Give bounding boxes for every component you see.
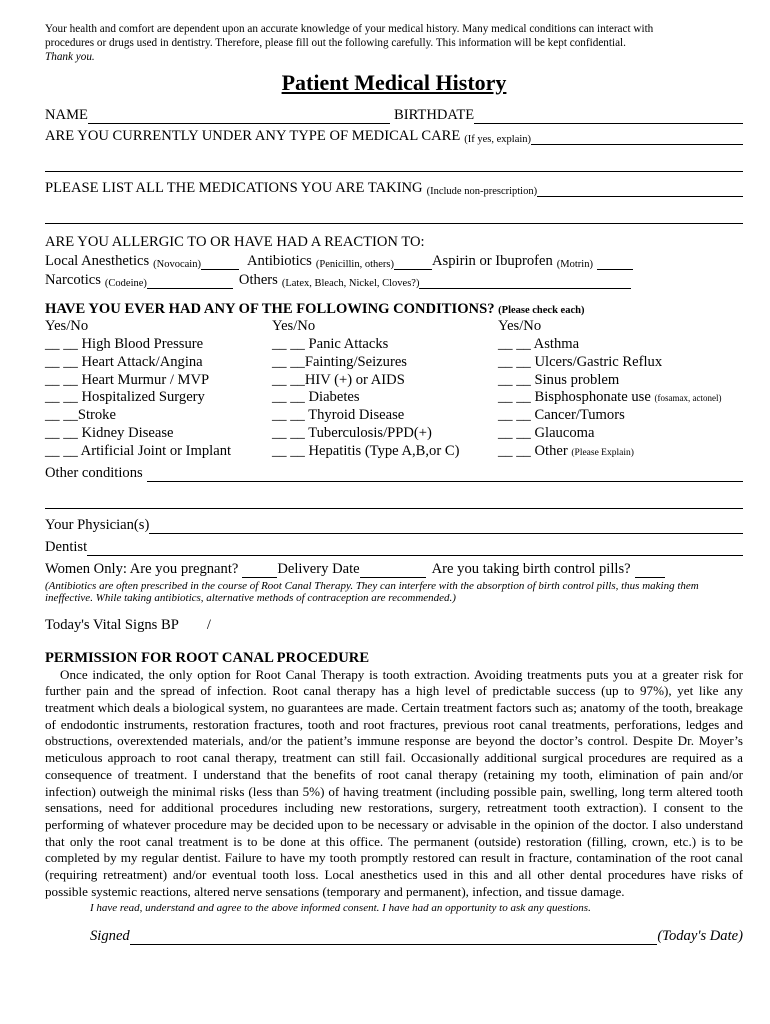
condition-item[interactable]: __ __HIV (+) or AIDS [272,371,405,388]
condition-item[interactable]: __ __Fainting/Seizures [272,353,407,370]
dentist-label: Dentist [45,538,88,555]
allergy-row-2 [45,272,743,289]
other-note: (Please Explain) [571,447,634,458]
dentist-field[interactable] [87,541,743,556]
narcotics-field[interactable] [147,274,233,289]
condition-item[interactable]: __ __ High Blood Pressure [45,336,204,352]
birthdate-field[interactable] [474,109,743,124]
intro-thank-you: Thank you. [45,51,95,63]
condition-item[interactable]: __ __ Tuberculosis/PPD(+) [272,424,432,441]
name-field[interactable] [88,109,390,124]
condition-item-label: __ __ Other [498,442,568,459]
condition-item[interactable]: __ __ Artificial Joint or Implant [45,442,232,459]
yes-no-header: Yes/No [498,318,542,334]
others-label: Others [238,272,278,288]
condition-item[interactable]: __ __ Heart Attack/Angina [45,353,203,370]
medications-row [45,180,743,197]
local-anesthetics-field[interactable] [201,255,239,270]
antibiotics-note-paragraph: (Antibiotics are often prescribed in the course of Root Canal Therapy. They can interfere with the absorption of birth control pills, thus making them ineffective. While taking antibiotics, alternative methods of contraception are recommended.) [45,579,699,605]
antibiotics-field[interactable] [394,255,432,270]
medical-care-field[interactable] [531,130,743,145]
permission-heading: PERMISSION FOR ROOT CANAL PROCEDURE [45,649,370,666]
permission-body: Once indicated, the only option for Root Canal Therapy is tooth extraction. Avoiding treatments puts you at a greater risk for further pain and the spread of infection. Root canal therapy has a high level of predictable success (up to 97%), yet like any treatment which deals a biological system, no guarantees are made. Certain treatment factors such as; anatomy of the tooth, breakage of endodontic instruments, restoration fractures, tooth and root fractures, previous root canal treatments, perforations, ledges and obstructions, overextended materials, and/or the patient’s immune response are beyond the doctor’s control. Despite Dr. Moyer’s meticulous approach to root canal therapy, treatment can still fail. Occasionally additional surgical procedures are required as a consequence of treatment. I understand that the benefits of root canal therapy (retaining my tooth, elimination of pain and/or infection) outweigh the minimal risks (less than 5%) of having treatment (including possible pain, swelling, long term altered tooth sensations, need for additional procedures including new restorations, surgery, retreatment tooth extraction). I consent to the performing of whatever procedure may be decided upon to be necessary or advisable in the opinion of the doctor. I also understand that only the root canal treatment is to be done at this office. The permanent (outside) restoration (filling, crown, etc.) is to be completed by my regular dentist. Failure to have my tooth promptly restored can result in fracture, contamination of the root canal (requiring retreatment) and/or eventual tooth loss. Local anesthetics used in this and all other dental procedures have risks of possible systemic reactions, altered nerve sensations (temporary and permanent), infection, and tissue damage. [45,666,743,899]
physician-label: Your Physician(s) [45,516,150,533]
conditions-heading [45,301,743,318]
signature-field[interactable] [130,930,658,945]
medications-extra-line[interactable] [45,209,743,224]
signature-row [45,928,743,945]
medical-care-extra-line[interactable] [45,157,743,172]
condition-item[interactable]: __ __ Ulcers/Gastric Reflux [498,353,663,370]
allergic-heading [45,234,743,251]
yes-no-header: Yes/No [45,318,89,334]
pregnant-label: Women Only: Are you pregnant? [45,560,239,577]
allergy-row-1 [45,253,743,270]
bisphosphonate-note: (fosamax, actonel) [654,393,722,404]
intro-line-1: Your health and comfort are dependent upon an accurate knowledge of your medical history. Many medical conditions can interact with [45,23,654,35]
name-birthdate-row [45,107,743,124]
agreement-statement: I have read, understand and agree to the above informed consent. I have had an opportunity to ask any questions. [90,902,591,915]
women-row [45,561,743,578]
birth-control-field[interactable] [635,563,665,578]
name-label: NAME [45,107,88,123]
narcotics-label: Narcotics [45,272,101,288]
condition-item-other[interactable] [498,443,743,461]
birth-control-label: Are you taking birth control pills? [431,560,631,577]
medical-history-form [45,22,743,945]
condition-item[interactable]: __ __ Kidney Disease [45,424,174,441]
todays-date-label: (Today's Date) [657,928,743,945]
other-conditions-row [45,465,743,482]
medical-care-row [45,128,743,145]
conditions-column-3 [498,318,743,461]
condition-item[interactable]: __ __ Diabetes [272,389,360,406]
conditions-column-1 [45,318,272,461]
condition-item[interactable]: __ __ Hepatitis (Type A,B,or C) [272,442,460,459]
page-title: Patient Medical History [281,70,507,95]
intro-paragraph [45,22,743,64]
delivery-date-label: Delivery Date [277,560,360,577]
other-conditions-label: Other conditions [45,464,143,481]
allergic-label: ARE YOU ALLERGIC TO OR HAVE HAD A REACTION TO: [45,234,425,250]
medications-field[interactable] [537,182,743,197]
vitals-label: Today's Vital Signs BP [45,616,179,633]
signed-label: Signed [90,928,130,945]
conditions-heading-note: (Please check each) [498,305,585,316]
birthdate-label: BIRTHDATE [393,107,475,123]
intro-line-2: procedures or drugs used in dentistry. Therefore, please fill out the following carefully. This information will be kept confidential. [45,37,626,49]
aspirin-label: Aspirin or Ibuprofen [432,253,553,269]
pregnant-field[interactable] [242,563,277,578]
conditions-checklist [45,318,743,461]
condition-item[interactable]: __ __ Sinus problem [498,371,620,388]
antibiotics-label: Antibiotics [246,253,312,269]
conditions-heading-text: HAVE YOU EVER HAD ANY OF THE FOLLOWING CONDITIONS? [45,301,495,317]
local-anesthetics-note: (Novocain) [153,259,201,270]
condition-item-label: __ __ Bisphosphonate use [498,389,651,406]
narcotics-note: (Codeine) [104,278,147,289]
condition-item[interactable]: __ __Stroke [45,407,116,424]
condition-item[interactable]: __ __ Hospitalized Surgery [45,389,205,406]
condition-item[interactable]: __ __ Heart Murmur / MVP [45,371,210,388]
medical-care-label: ARE YOU CURRENTLY UNDER ANY TYPE OF MEDICAL CARE [45,128,461,144]
condition-item[interactable]: __ __ Cancer/Tumors [498,407,625,424]
vitals-row [45,617,743,634]
condition-item-bisphosphonate[interactable] [498,389,743,407]
medical-care-note: (If yes, explain) [464,134,532,145]
condition-item[interactable]: __ __ Thyroid Disease [272,407,405,424]
physician-row [45,517,743,534]
others-field[interactable] [419,274,631,289]
medications-label: PLEASE LIST ALL THE MEDICATIONS YOU ARE TAKING [45,180,423,196]
condition-item[interactable]: __ __ Asthma [498,336,580,352]
condition-item[interactable]: __ __ Glaucoma [498,424,595,441]
conditions-column-2 [272,318,498,461]
aspirin-field[interactable] [597,255,633,270]
delivery-date-field[interactable] [360,563,426,578]
antibiotics-note: (Penicillin, others) [315,259,395,270]
aspirin-note: (Motrin) [556,259,593,270]
medications-note: (Include non-prescription) [426,186,538,197]
other-conditions-field[interactable] [147,467,743,482]
physician-field[interactable] [149,519,743,534]
others-note: (Latex, Bleach, Nickel, Cloves?) [281,278,420,289]
vitals-slash: / [206,616,211,633]
condition-item[interactable]: __ __ Panic Attacks [272,336,389,352]
yes-no-header: Yes/No [272,318,316,334]
dentist-row [45,539,743,556]
local-anesthetics-label: Local Anesthetics [45,253,150,269]
other-conditions-extra-line[interactable] [45,494,743,509]
